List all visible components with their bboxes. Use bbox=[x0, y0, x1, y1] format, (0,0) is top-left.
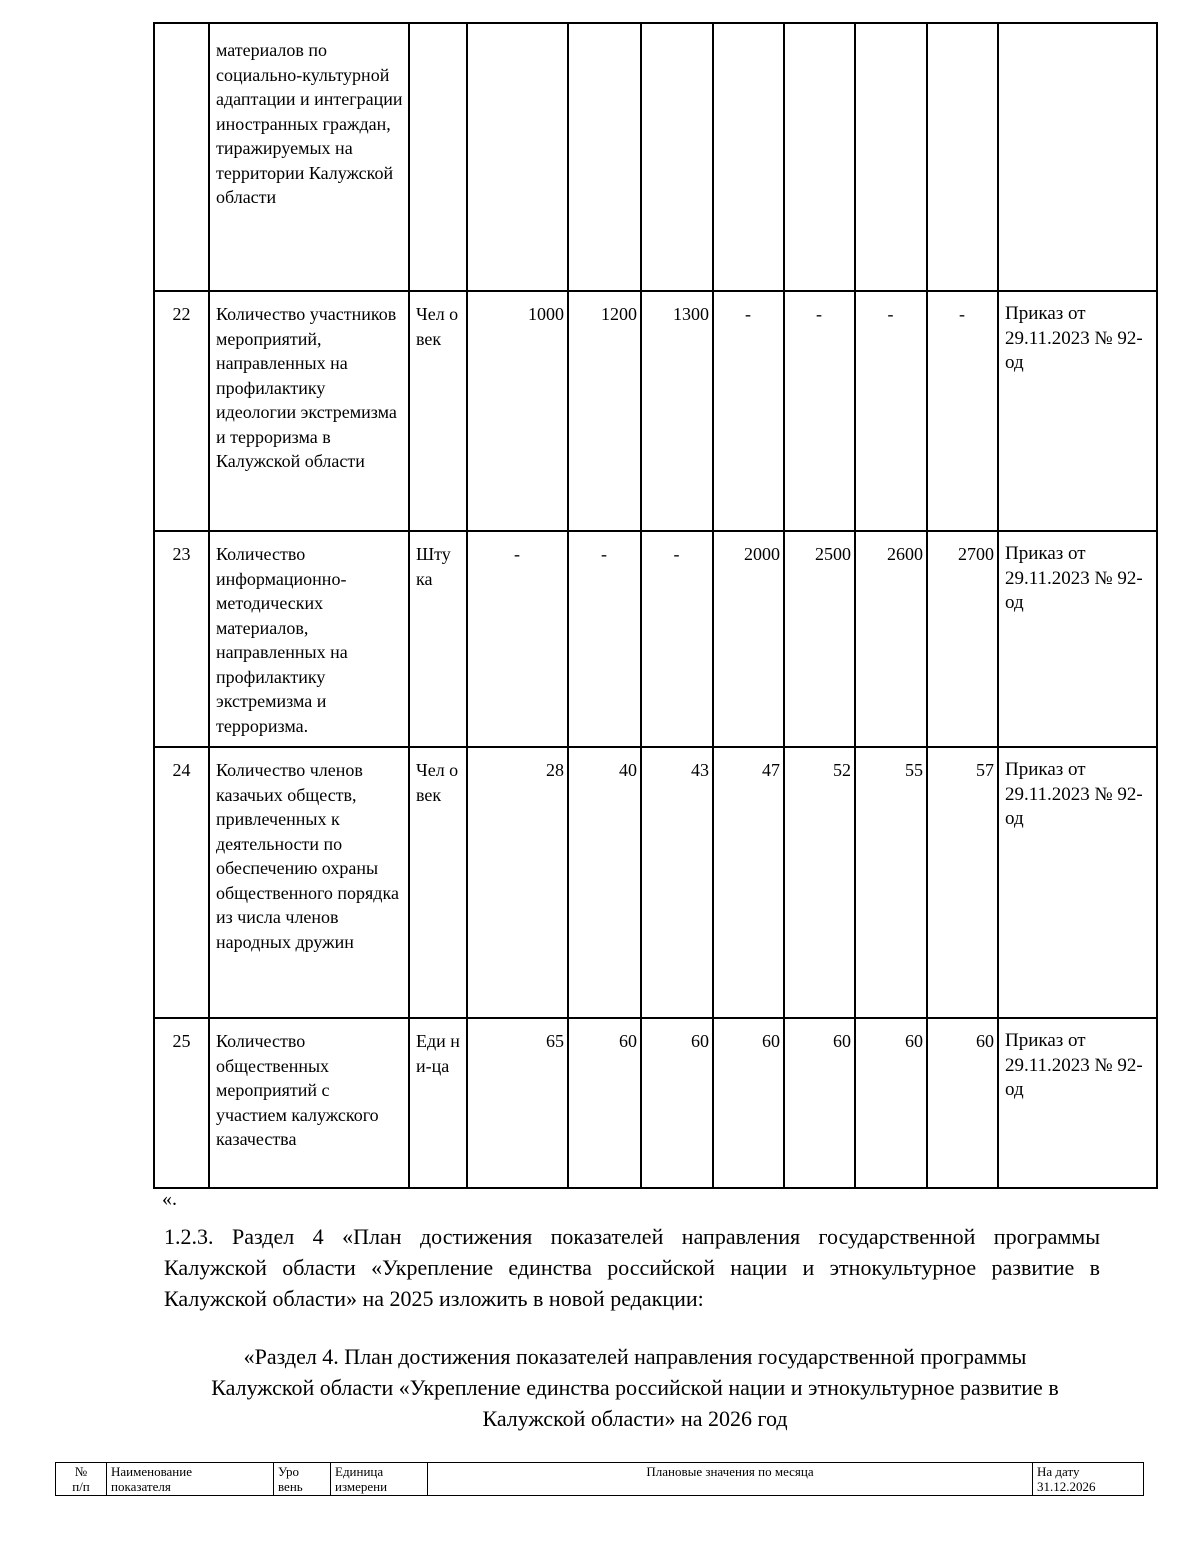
value-cell: 52 bbox=[784, 747, 855, 1018]
indicator-name: Количество общественных мероприятий с участием калужского казачества bbox=[209, 1018, 409, 1188]
basis-cell: Приказ от 29.11.2023 № 92-од bbox=[998, 531, 1157, 747]
row-number: 25 bbox=[154, 1018, 209, 1188]
value-cell: 1000 bbox=[467, 291, 568, 531]
unit-cell: Еди ни-ца bbox=[409, 1018, 467, 1188]
header-cell-unit: Единица измерени bbox=[331, 1463, 428, 1496]
table-row bbox=[154, 747, 1157, 1018]
row-number: 24 bbox=[154, 747, 209, 1018]
value-cell: - bbox=[641, 531, 713, 747]
value-cell: 40 bbox=[568, 747, 641, 1018]
value-cell: 1200 bbox=[568, 291, 641, 531]
value-cell: 60 bbox=[568, 1018, 641, 1188]
value-cell: 60 bbox=[927, 1018, 998, 1188]
indicator-name: Количество участников мероприятий, направленных на профилактику идеологии экстремизма и терроризма в Калужской области bbox=[209, 291, 409, 531]
value-cell: - bbox=[855, 291, 927, 531]
value-cell: 47 bbox=[713, 747, 784, 1018]
basis-cell: Приказ от 29.11.2023 № 92-од bbox=[998, 1018, 1157, 1188]
value-cell: 2000 bbox=[713, 531, 784, 747]
value-cell: - bbox=[927, 291, 998, 531]
value-cell: 2600 bbox=[855, 531, 927, 747]
closing-quote: «. bbox=[162, 1188, 177, 1210]
value-cell: 60 bbox=[855, 1018, 927, 1188]
value-cell: 55 bbox=[855, 747, 927, 1018]
indicator-name: материалов по социально-культурной адаптации и интеграции иностранных граждан, тиражируемых на территории Калужской области bbox=[209, 23, 409, 291]
value-cell: 60 bbox=[641, 1018, 713, 1188]
row-number: 23 bbox=[154, 531, 209, 747]
indicator-name: Количество членов казачьих обществ, привлеченных к деятельности по обеспечению охраны общественного порядка из числа членов народных дружин bbox=[209, 747, 409, 1018]
basis-cell: Приказ от 29.11.2023 № 92-од bbox=[998, 291, 1157, 531]
value-cell: 2700 bbox=[927, 531, 998, 747]
value-cell: 57 bbox=[927, 747, 998, 1018]
value-cell: 43 bbox=[641, 747, 713, 1018]
value-cell: - bbox=[784, 291, 855, 531]
header-cell-num: № п/п bbox=[56, 1463, 107, 1496]
value-cell: 1300 bbox=[641, 291, 713, 531]
header-cell-plan: Плановые значения по месяца bbox=[428, 1463, 1033, 1496]
value-cell: - bbox=[713, 291, 784, 531]
value-cell: 28 bbox=[467, 747, 568, 1018]
value-cell: 60 bbox=[713, 1018, 784, 1188]
table-row bbox=[154, 531, 1157, 747]
table-row bbox=[154, 1018, 1157, 1188]
header-cell-date: На дату 31.12.2026 bbox=[1033, 1463, 1144, 1496]
row-number: 22 bbox=[154, 291, 209, 531]
plan-table-header bbox=[55, 1462, 1144, 1496]
value-cell: 2500 bbox=[784, 531, 855, 747]
value-cell: 60 bbox=[784, 1018, 855, 1188]
amendment-paragraph: 1.2.3. Раздел 4 «План достижения показателей направления государственной программы Калужской области «Укрепление единства российской нации и этнокультурное развитие в Калужской области» на 2025 изложить в новой редакции: bbox=[164, 1224, 1100, 1311]
value-cell: - bbox=[568, 531, 641, 747]
table-row bbox=[154, 291, 1157, 531]
indicator-name: Количество информационно-методических материалов, направленных на профилактику экстремизма и терроризма. bbox=[209, 531, 409, 747]
unit-cell: Чел овек bbox=[409, 747, 467, 1018]
value-cell: 65 bbox=[467, 1018, 568, 1188]
basis-cell: Приказ от 29.11.2023 № 92-од bbox=[998, 747, 1157, 1018]
header-cell-name: Наименование показателя bbox=[107, 1463, 274, 1496]
indicators-table bbox=[153, 22, 1158, 1189]
header-cell-level: Уро вень bbox=[274, 1463, 331, 1496]
unit-cell: Чел овек bbox=[409, 291, 467, 531]
table-header-row bbox=[56, 1463, 1144, 1496]
table-row bbox=[154, 23, 1157, 291]
value-cell: - bbox=[467, 531, 568, 747]
row-number bbox=[154, 23, 209, 291]
unit-cell: Шту ка bbox=[409, 531, 467, 747]
section-title: «Раздел 4. План достижения показателей направления государственной программы Калужской области «Укрепление единства российской нации и этнокультурное развитие в Калужской области» на 2026 год bbox=[211, 1344, 1059, 1431]
